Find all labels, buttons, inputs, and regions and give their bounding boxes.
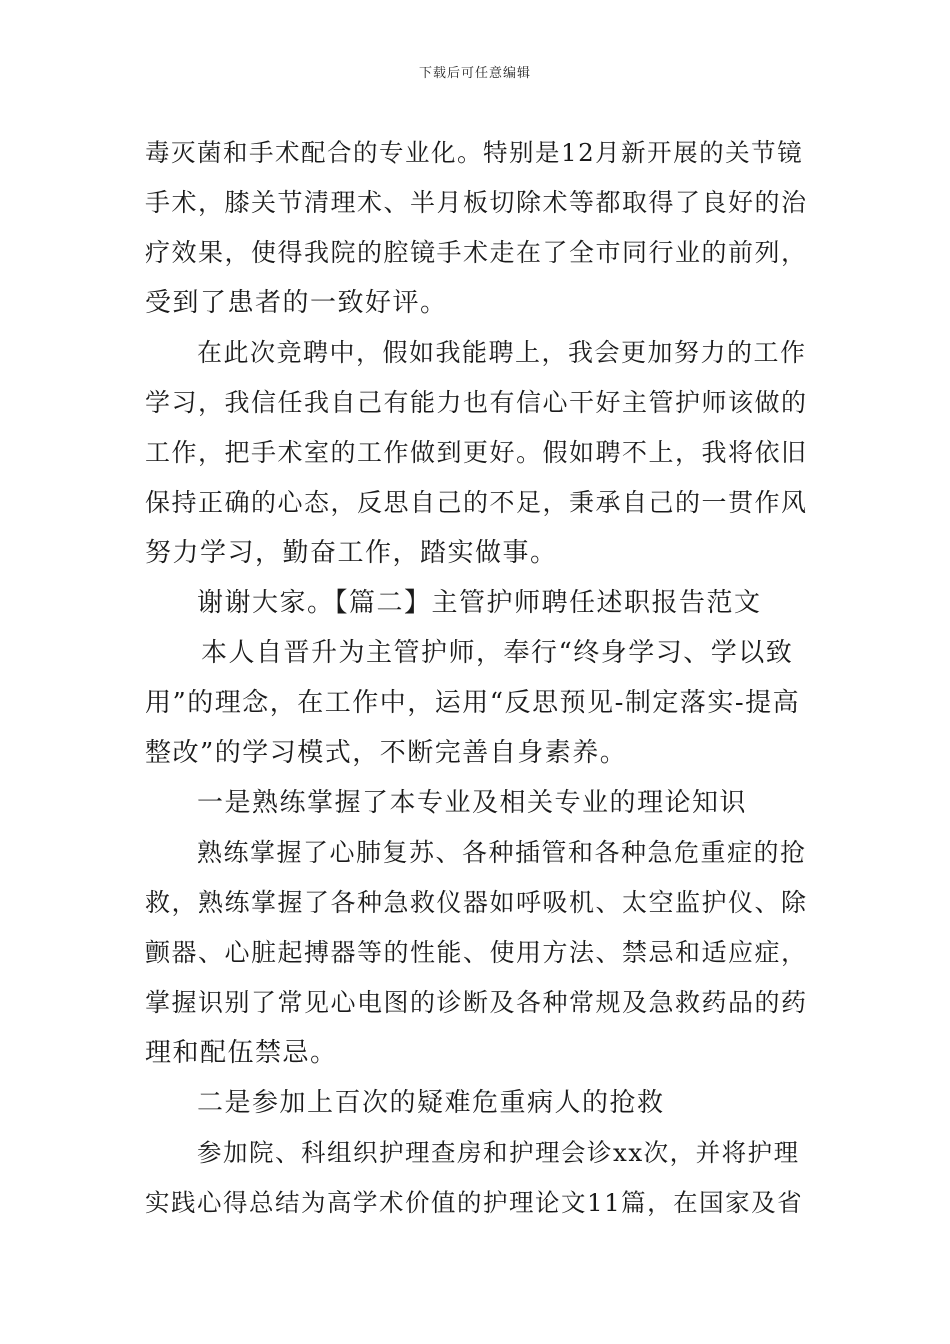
text-line: 本人自晋升为主管护师，奉行“终身学习、学以致 [201,638,794,668]
text-line: 参加院、科组织护理查房和护理会诊xx次，并将护理 [197,1138,800,1167]
text-line: 在此次竞聘中，假如我能聘上，我会更加努力的工作 [197,338,807,367]
text-line: 努力学习，勤奋工作，踏实做事。 [145,538,558,568]
section-heading: 一是熟练掌握了本专业及相关专业的理论知识 [197,788,748,818]
text-line: 用”的理念，在工作中，运用“反思预见-制定落实-提高 [145,688,801,718]
text-line: 受到了患者的一致好评。 [145,288,448,318]
text-line: 掌握识别了常见心电图的诊断及各种常规及急救药品的药 [145,988,808,1017]
text-line: 毒灭菌和手术配合的专业化。特别是12月新开展的关节镜 [145,138,804,167]
text-line: 谢谢大家。【篇二】主管护师聘任述职报告范文 [197,588,762,618]
text-line: 疗效果，使得我院的腔镜手术走在了全市同行业的前列， [145,238,808,267]
text-line: 实践心得总结为高学术价值的护理论文11篇，在国家及省 [145,1188,804,1217]
text-line: 工作，把手术室的工作做到更好。假如聘不上，我将依旧 [145,438,808,467]
text-line: 整改”的学习模式，不断完善自身素养。 [145,738,628,768]
text-line: 学习，我信任我自己有能力也有信心干好主管护师该做的 [145,388,808,417]
text-line: 救，熟练掌握了各种急救仪器如呼吸机、太空监护仪、除 [145,888,808,917]
text-line: 手术，膝关节清理术、半月板切除术等都取得了良好的治 [145,188,808,217]
text-line: 颤器、心脏起搏器等的性能、使用方法、禁忌和适应症， [145,938,808,967]
document-body [145,128,810,1228]
section-heading: 二是参加上百次的疑难危重病人的抢救 [197,1088,665,1118]
text-line: 保持正确的心态，反思自己的不足，秉承自己的一贯作风 [145,488,808,517]
text-line: 理和配伍禁忌。 [145,1038,338,1068]
page-header: 下载后可任意编辑 [418,66,531,81]
text-line: 熟练掌握了心肺复苏、各种插管和各种急危重症的抢 [197,838,807,867]
